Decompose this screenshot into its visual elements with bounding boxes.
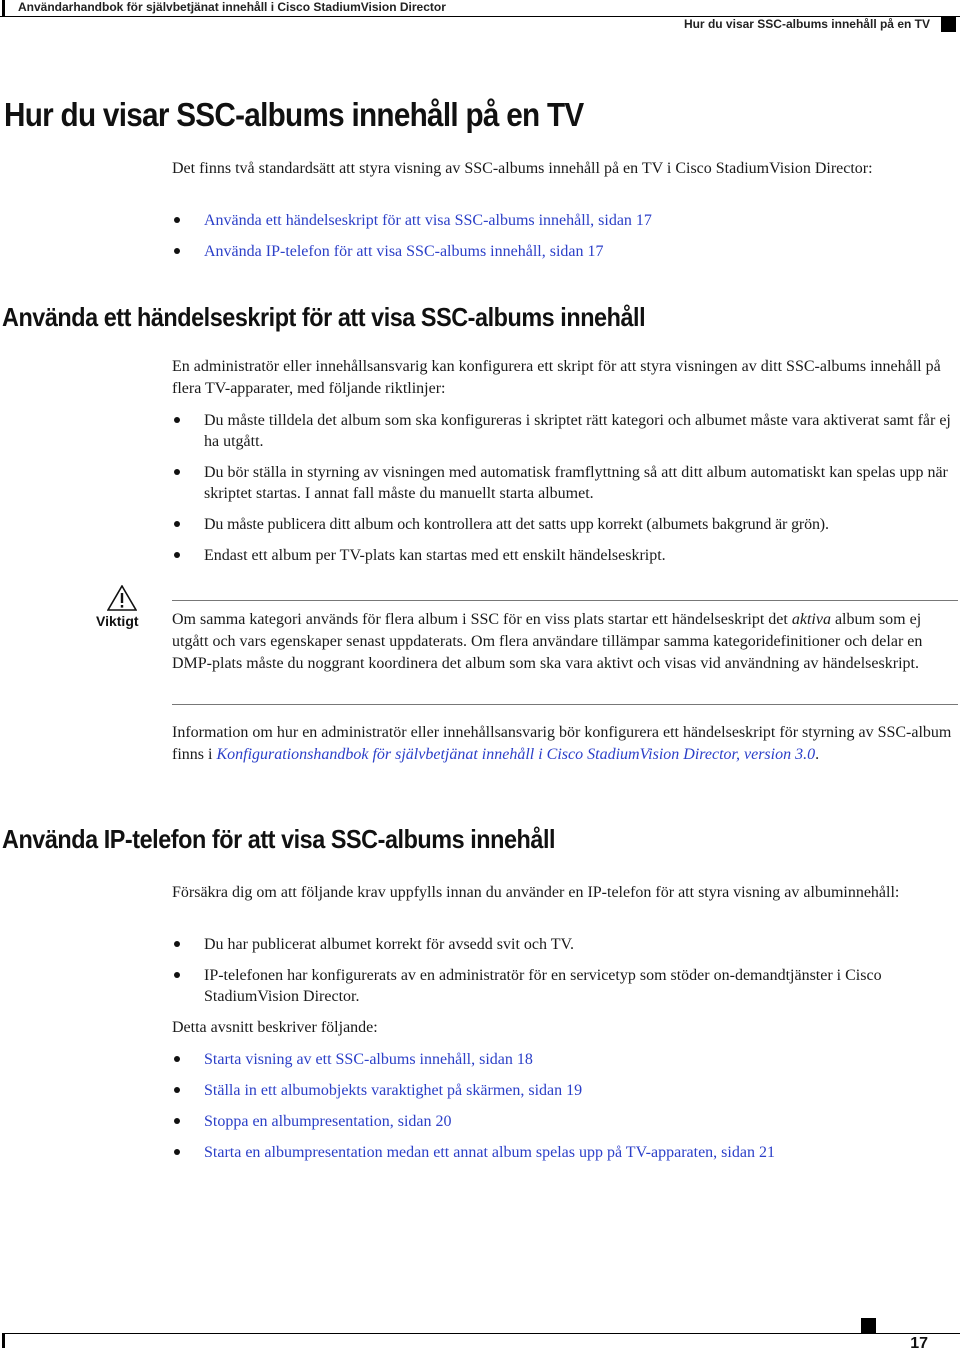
list-item[interactable]	[172, 210, 957, 231]
note-bottom-rule	[172, 704, 958, 705]
note-label: Viktigt	[96, 613, 139, 629]
header-marker	[0, 0, 12, 16]
link-start-display[interactable]: Starta visning av ett SSC-albums innehåll, sidan 18	[204, 1051, 533, 1068]
bullet-icon	[174, 1118, 180, 1124]
section1-intro: En administratör eller innehållsansvarig kan konfigurera ett skript för att styra visningen av ditt SSC-albums innehåll på flera TV-apparater, med följande riktlinjer:	[172, 358, 941, 397]
list-item: Du har publicerat albumet korrekt för avsedd svit och TV.	[172, 934, 957, 955]
intro-text: Det finns två standardsätt att styra visning av SSC-albums innehåll på en TV i Cisco StadiumVision Director:	[172, 160, 873, 177]
list-item: Endast ett album per TV-plats kan startas med ett enskilt händelseskript.	[172, 545, 957, 566]
chapter-title: Hur du visar SSC-albums innehåll på en TV	[683, 17, 930, 31]
page-number: 17	[910, 1335, 928, 1352]
bullet-icon	[174, 941, 180, 947]
header-square	[941, 17, 956, 32]
section-heading: Använda ett händelseskript för att visa SSC-albums innehåll	[2, 302, 646, 332]
link-event-script[interactable]: Använda ett händelseskript för att visa SSC-albums innehåll, sidan 17	[204, 212, 652, 229]
bullet-icon	[174, 1056, 180, 1062]
bullet-icon	[174, 1149, 180, 1155]
link-set-duration[interactable]: Ställa in ett albumobjekts varaktighet på skärmen, sidan 19	[204, 1082, 583, 1099]
intro-link-list	[172, 210, 957, 262]
info-text: Information om hur en administratör eller innehållsansvarig bör konfigurera ett händelseskript för styrning av SSC-album finns i Konfigurationshandbok för självbetjänat innehåll i Cisco StadiumVision Director, version 3.0.	[172, 724, 952, 763]
bullet-icon	[174, 552, 180, 558]
bullet-icon	[174, 417, 180, 423]
footer-rule	[2, 1333, 960, 1334]
page-title: Hur du visar SSC-albums innehåll på en TV	[4, 96, 584, 133]
requirement-list	[172, 934, 957, 1007]
list-item[interactable]	[172, 1142, 957, 1163]
list-item: Du måste tilldela det album som ska konfigureras i skriptet rätt kategori och albumet måste vara aktiverat samt får ej ha utgått.	[172, 410, 957, 452]
list-item[interactable]	[172, 1111, 957, 1132]
describes-text: Detta avsnitt beskriver följande:	[172, 1019, 378, 1036]
bullet-icon	[174, 521, 180, 527]
list-item[interactable]	[172, 241, 957, 262]
bullet-icon	[174, 217, 180, 223]
list-item: Du bör ställa in styrning av visningen med automatisk framflyttning så att ditt album automatiskt kan spelas upp när skriptet startas. I annat fall måste du manuellt starta albumet.	[172, 462, 957, 504]
link-start-while-playing[interactable]: Starta en albumpresentation medan ett annat album spelas upp på TV-apparaten, sidan 21	[204, 1144, 775, 1161]
note-top-rule	[172, 600, 958, 601]
warning-icon	[107, 585, 137, 611]
list-item: IP-telefonen har konfigurerats av en administratör för en servicetyp som stöder on-demandtjänster i Cisco StadiumVision Director.	[172, 965, 957, 1007]
list-item[interactable]	[172, 1049, 957, 1070]
link-stop-presentation[interactable]: Stoppa en albumpresentation, sidan 20	[204, 1113, 452, 1130]
note-text: Om samma kategori används för flera album i SSC för en viss plats startar ett händelseskript det aktiva album som ej utgått och vars egenskaper senast uppdaterats. Om flera användare tillämpar samma kategoridefinitioner och delar en DMP-plats måste du noggrant koordinera det album som ska vara aktivt och visas vid användning av händelseskript.	[172, 611, 923, 672]
section-heading: Använda IP-telefon för att visa SSC-albums innehåll	[2, 824, 556, 854]
footer-square	[861, 1318, 876, 1333]
topic-link-list	[172, 1049, 957, 1163]
bullet-icon	[174, 972, 180, 978]
list-item[interactable]	[172, 1080, 957, 1101]
bullet-icon	[174, 248, 180, 254]
config-guide-link[interactable]: Konfigurationshandbok för självbetjänat innehåll i Cisco StadiumVision Director, version 3.0	[216, 746, 816, 763]
book-title: Användarhandbok för självbetjänat innehåll i Cisco StadiumVision Director	[18, 0, 446, 14]
list-item: Du måste publicera ditt album och kontrollera att det satts upp korrekt (albumets bakgrund är grön).	[172, 514, 957, 535]
link-ip-phone[interactable]: Använda IP-telefon för att visa SSC-albums innehåll, sidan 17	[204, 243, 604, 260]
bullet-icon	[174, 469, 180, 475]
section2-intro: Försäkra dig om att följande krav uppfylls innan du använder en IP-telefon för att styra visning av albuminnehåll:	[172, 884, 900, 901]
footer-marker	[2, 1333, 5, 1348]
guideline-list	[172, 410, 957, 566]
bullet-icon	[174, 1087, 180, 1093]
